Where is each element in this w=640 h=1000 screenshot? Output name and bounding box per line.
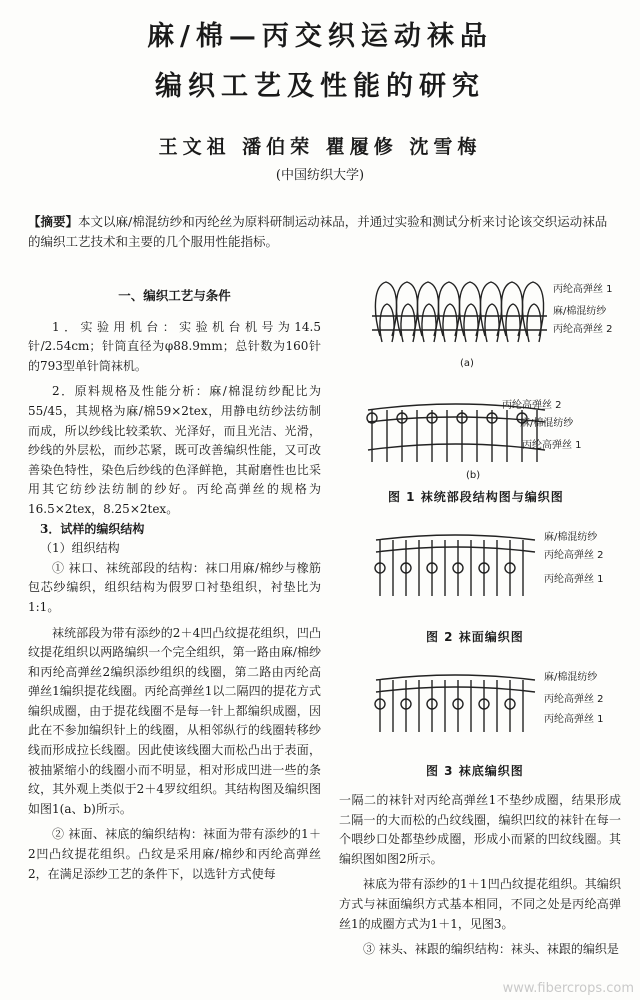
affiliation: (中国纺织大学) [275,168,365,183]
figure-2-caption: 图 2 袜面编织图 [426,630,524,644]
fig1b-label-2: 麻/棉混纺纱 [520,418,574,429]
figure-2-diagram [370,526,540,606]
paragraph-machine: 1．实验用机台：实验机台机号为14.5针/2.54cm；针筒直径为φ88.9mm；总针数为160针的793型单针筒袜机。 [28,319,321,373]
paragraph-instep-cont: 一隔二的袜针对丙纶高弹丝1不垫纱成圈，结果形成二隔一的大而松的凸纹线圈，编织凹纹的袜针在每一个喂纱口处都垫纱成圈，形成小而紧的凹纹线圈。其编织图如图2所示。 [339,793,621,866]
figure-3-diagram [370,666,540,746]
fig1a-tag: (a) [460,358,474,369]
watermark: www.fibercrops.com [502,981,634,996]
paragraph-sole: 袜底为带有添纱的1＋1凹凸纹提花组织。其编织方式与袜面编织方式基本相同，不同之处是丙纶高弹丝1的成圈方式为1＋1，见图3。 [339,877,621,931]
authors: 王文祖 潘伯荣 瞿履修 沈雪梅 [158,136,482,158]
paragraph-leg: 袜统部段为带有添纱的2＋4凹凸纹提花组织，凹凸纹提花组织以两路编织一个完全组织，第一路由麻/棉纱和丙纶高弹丝2编织添纱组织的线圈，第二路由丙纶高弹丝1编织提花线圈。丙纶高弹丝1以二隔四的提花方式编织成圈，由于提花线圈不是每一针上都编织成圈，因此在不参加编织针上的线圈，从相邻纵行的线圈转移纱线而形成拉长线圈。因此使该线圈大而松凸出于表面，被抽紧缩小的线圈小而不明显，相对形成凹进一些的条纹，其外观上类似于2＋4罗纹组织。其结构图及编织图如图1(a、b)所示。 [28,625,321,816]
abstract-label: 【摘要】 [28,214,79,229]
title-line-2: 编织工艺及性能的研究 [155,71,485,102]
fig2-label-2: 丙纶高弹丝 2 [544,550,604,561]
title-line-1: 麻/棉—丙交织运动袜品 [147,21,493,52]
fig3-label-3: 丙纶高弹丝 1 [544,714,604,725]
right-column [339,791,621,960]
figure-3-caption: 图 3 袜底编织图 [426,764,524,778]
fig3-label-2: 丙纶高弹丝 2 [544,694,604,705]
paragraph-cuff: ① 袜口、袜统部段的结构：袜口用麻/棉纱与橡筋包芯纱编织，组织结构为假罗口衬垫组织，衬垫比为1:1。 [28,560,321,614]
figure-1-caption: 图 1 袜统部段结构图与编织图 [388,490,564,504]
fig3-label-1: 麻/棉混纺纱 [544,672,598,683]
fig1a-label-2: 麻/棉混纺纱 [553,306,607,317]
figure-1a-structure [372,276,552,356]
section-1-heading: 一、编织工艺与条件 [118,288,231,303]
paragraph-materials: 2．原料规格及性能分析：麻/棉混纺纱配比为55/45，其规格为麻/棉59×2tex，用静电纺纱法纺制而成，所以纱线比较柔软、光泽好，而且光洁、光滑，纱线的外层松，而纱芯紧，既可改善编织性能，又可改善染色特性，染色后纱线的色泽鲜艳，其耐磨性也比采用其它纺纱法纺制的纱好。丙纶高弹丝的规格为16.5×2tex，8.25×2tex。 [28,384,321,516]
left-column [28,286,321,884]
abstract-text: 本文以麻/棉混纺纱和丙纶丝为原料研制运动袜品，并通过实验和测试分析来讨论该交织运动袜品的编织工艺技术和主要的几个服用性能指标。 [28,214,608,249]
abstract [28,212,613,252]
fig2-label-1: 麻/棉混纺纱 [544,532,598,543]
fig1b-label-1: 丙纶高弹丝 2 [502,400,562,411]
fig1a-label-3: 丙纶高弹丝 2 [553,324,613,335]
paragraph-toe-heel: ③ 袜头、袜跟的编织结构：袜头、袜跟的编织是 [363,942,619,957]
subheading-structure: 3．试样的编织结构 [40,521,145,536]
paragraph-instep: ② 袜面、袜底的编织结构：袜面为带有添纱的1＋2凹凸纹提花组织。凸纹是采用麻/棉纱和丙纶高弹丝2，在满足添纱工艺的条件下，以选针方式使每 [28,827,321,881]
fig2-label-3: 丙纶高弹丝 1 [544,574,604,585]
subheading-weave: （1）组织结构 [40,541,120,556]
fig1a-label-1: 丙纶高弹丝 1 [553,284,613,295]
fig1b-tag: (b) [466,470,481,481]
fig1b-label-3: 丙纶高弹丝 1 [522,440,582,451]
